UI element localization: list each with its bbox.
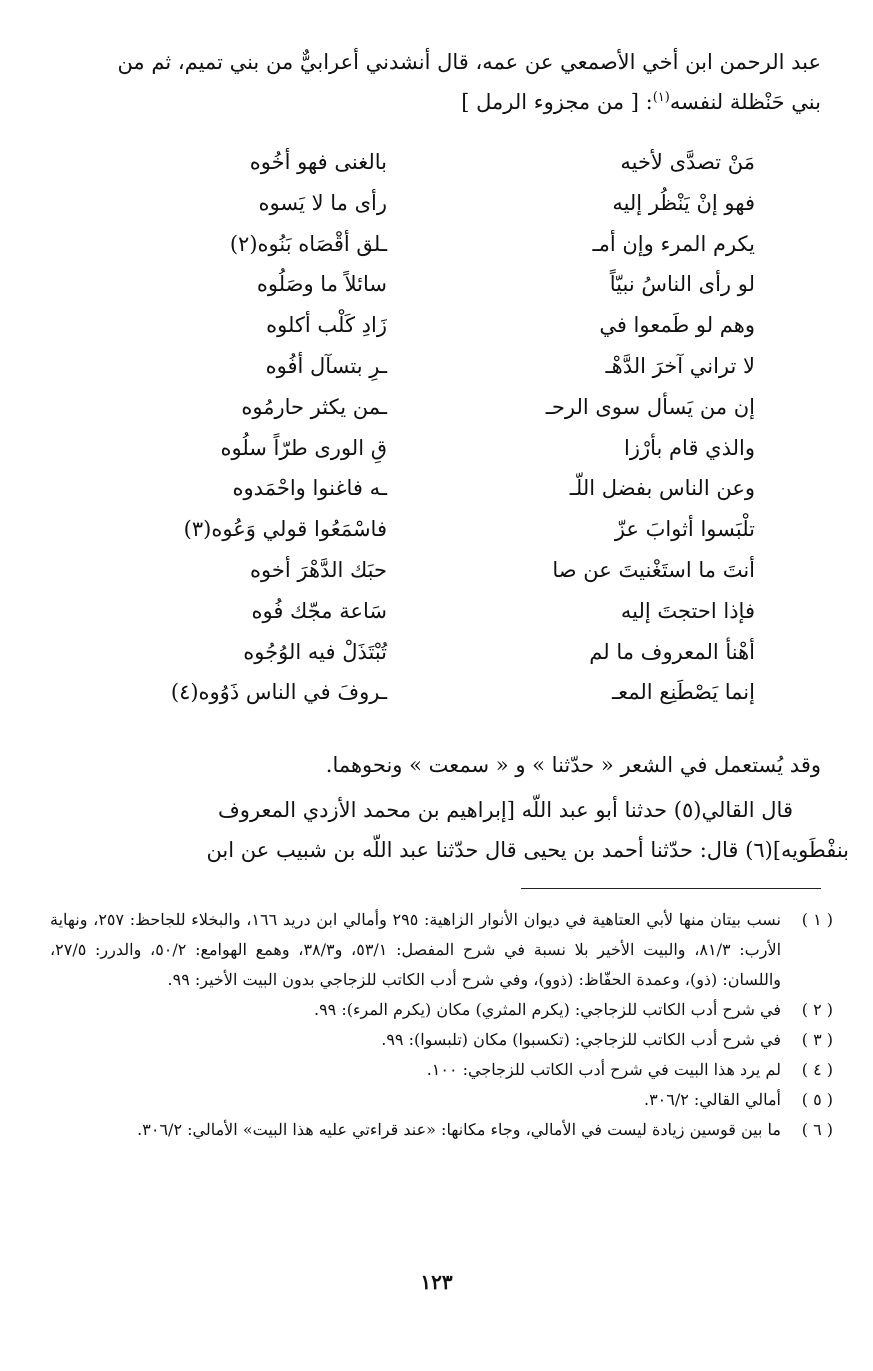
verse xyxy=(145,436,755,477)
verse-second-hemistich: ـمن يكثر حارمُوه xyxy=(241,394,387,419)
verse xyxy=(145,313,755,354)
footnote xyxy=(50,1115,833,1145)
verse-second-hemistich: رأى ما لا يَسوه xyxy=(258,190,387,215)
verse-first-hemistich: فهو إنْ يَنْظُر إليه xyxy=(612,190,755,215)
verse-first-hemistich: إن من يَسأل سوى الرحـ xyxy=(545,394,755,419)
page-number: ١٢٣ xyxy=(420,1270,453,1294)
footnote-number: ( ٥ ) xyxy=(801,1090,833,1109)
verse-first-hemistich: يكرم المرء وإن أمـ xyxy=(592,231,755,256)
verse-second-hemistich: ـرِ بتسآل أفُوه xyxy=(265,353,387,378)
footnote-text: في شرح أدب الكاتب للزجاجي: (تكسبوا) مكان (تلبسوا): ٩٩. xyxy=(381,1030,781,1049)
verse xyxy=(145,640,755,681)
verse xyxy=(145,232,755,273)
intro-meter-note: : [ من مجزوء الرمل ] xyxy=(461,90,653,114)
verse-first-hemistich: أنتَ ما استَغْنيتَ عن صا xyxy=(552,557,755,582)
intro-line-2 xyxy=(52,80,821,120)
verse xyxy=(145,558,755,599)
footnote xyxy=(50,1055,833,1085)
verse xyxy=(145,476,755,517)
verse-first-hemistich: تلْبَسوا أثوابَ عزّ xyxy=(614,517,755,542)
footnote xyxy=(50,905,833,995)
footnote-number: ( ١ ) xyxy=(801,910,833,929)
footnotes xyxy=(50,905,833,1145)
footnote-number: ( ٦ ) xyxy=(801,1120,833,1139)
footnote-number: ( ٤ ) xyxy=(801,1060,833,1079)
verse xyxy=(145,395,755,436)
verse-second-hemistich: ـه فاغنوا واحْمَدوه xyxy=(232,476,387,501)
sent-line: وقد يُستعمل في الشعر « حدّثنا » و « سمعت » ونحوهما. xyxy=(325,753,821,777)
verse-first-hemistich: فإذا احتجتَ إليه xyxy=(620,598,755,623)
intro-paragraph xyxy=(52,44,821,120)
poem xyxy=(145,150,755,721)
footnote xyxy=(50,1025,833,1055)
verse-second-hemistich: حبَك الدَّهْرَ أخوه xyxy=(250,557,387,582)
verse-second-hemistich: قِ الورى طرّاً سلُوه xyxy=(220,435,387,460)
footnote xyxy=(50,995,833,1025)
verse-second-hemistich: ـلق أقْصَاه بَنُوه(٢) xyxy=(229,231,387,256)
qali-paragraph xyxy=(52,790,849,870)
footnote-number: ( ٢ ) xyxy=(801,1000,833,1019)
footnote-divider xyxy=(521,888,821,889)
verse-first-hemistich: وهم لو طَمعوا في xyxy=(599,313,755,338)
verse xyxy=(145,191,755,232)
verse-first-hemistich: والذي قام بأرْزا xyxy=(624,435,755,460)
footnote-text: لم يرد هذا البيت في شرح أدب الكاتب للزجاجي: ١٠٠. xyxy=(426,1060,781,1079)
footnote-text: أمالي القالي: ٣٠٦/٢. xyxy=(643,1090,781,1109)
footnote-number: ( ٣ ) xyxy=(801,1030,833,1049)
verse-second-hemistich: سَاعة مجّك فُوه xyxy=(251,598,387,623)
verse-first-hemistich: وعن الناس بفضل اللّـ xyxy=(569,476,755,501)
qali-line-2: بنفْطَويه](٦) قال: حدّثنا أحمد بن يحيى قال حدّثنا عبد اللّه بن شبيب عن ابن xyxy=(206,838,849,862)
intro-line-1: عبد الرحمن ابن أخي الأصمعي عن عمه، قال أنشدني أعرابيٌّ من بني تميم، ثم من xyxy=(117,50,821,74)
intro-line-2-text: بني حَنْظلة لنفسه xyxy=(669,90,821,114)
qali-line-1: قال القالي(٥) حدثنا أبو عبد اللّه [إبراهيم بن محمد الأزدي المعروف xyxy=(218,798,793,822)
footnote-ref-1: (١) xyxy=(652,90,670,105)
verse-second-hemistich: زَادِ كَلْب أكلوه xyxy=(266,313,387,338)
verse-second-hemistich: ـروفَ في الناس ذَوُوه(٤) xyxy=(170,680,387,705)
verse xyxy=(145,517,755,558)
verse-second-hemistich: تُبْتَذَلْ فيه الوُجُوه xyxy=(243,639,387,664)
footnote-text: ما بين قوسين زيادة ليست في الأمالي، وجاء مكانها: «عند قراءتي عليه هذا البيت» الأمالي: ٣٠٦/٢. xyxy=(137,1120,781,1139)
footnote-text: نسب بيتان منها لأبي العتاهية في ديوان الأنوار الزاهية: ٢٩٥ وأمالي ابن دريد ١٦٦، والبخلاء للجاحظ: ٢٥٧، ونهاية الأرب: ٨١/٣، والبيت الأخير بلا نسبة في شرح المفصل: ٥٣/١، و٣٨/٣، وهمع الهوامع: ٥٠/٢، والدرر: ٢٧/٥، واللسان: (ذو)، وعمدة الحفّاظ: (ذوو)، وفي شرح أدب الكاتب للزجاجي بدون البيت الأخير: ٩٩. xyxy=(50,910,782,989)
verse-second-hemistich: فاسْمَعُوا قولي وَعُوه(٣) xyxy=(183,517,387,542)
footnote xyxy=(50,1085,833,1115)
verse xyxy=(145,680,755,721)
verse-first-hemistich: مَنْ تصدَّى لأخيه xyxy=(620,150,755,174)
verse-second-hemistich: بالغنى فهو أخُوه xyxy=(249,150,387,174)
verse xyxy=(145,150,755,191)
footnote-text: في شرح أدب الكاتب للزجاجي: (يكرم المثري) مكان (يكرم المرء): ٩٩. xyxy=(313,1000,781,1019)
verse-first-hemistich: لو رأى الناسُ نبيّاً xyxy=(609,272,755,297)
verse-first-hemistich: أهْنأ المعروف ما لم xyxy=(589,639,755,664)
verse-first-hemistich: إنما يَصْطَنِع المعـ xyxy=(611,680,755,705)
verse xyxy=(145,599,755,640)
verse-first-hemistich: لا تراني آخرَ الدَّهْـ xyxy=(605,353,755,378)
verse-second-hemistich: سائلاً ما وصَلُوه xyxy=(256,272,387,297)
verse xyxy=(145,354,755,395)
verse xyxy=(145,272,755,313)
